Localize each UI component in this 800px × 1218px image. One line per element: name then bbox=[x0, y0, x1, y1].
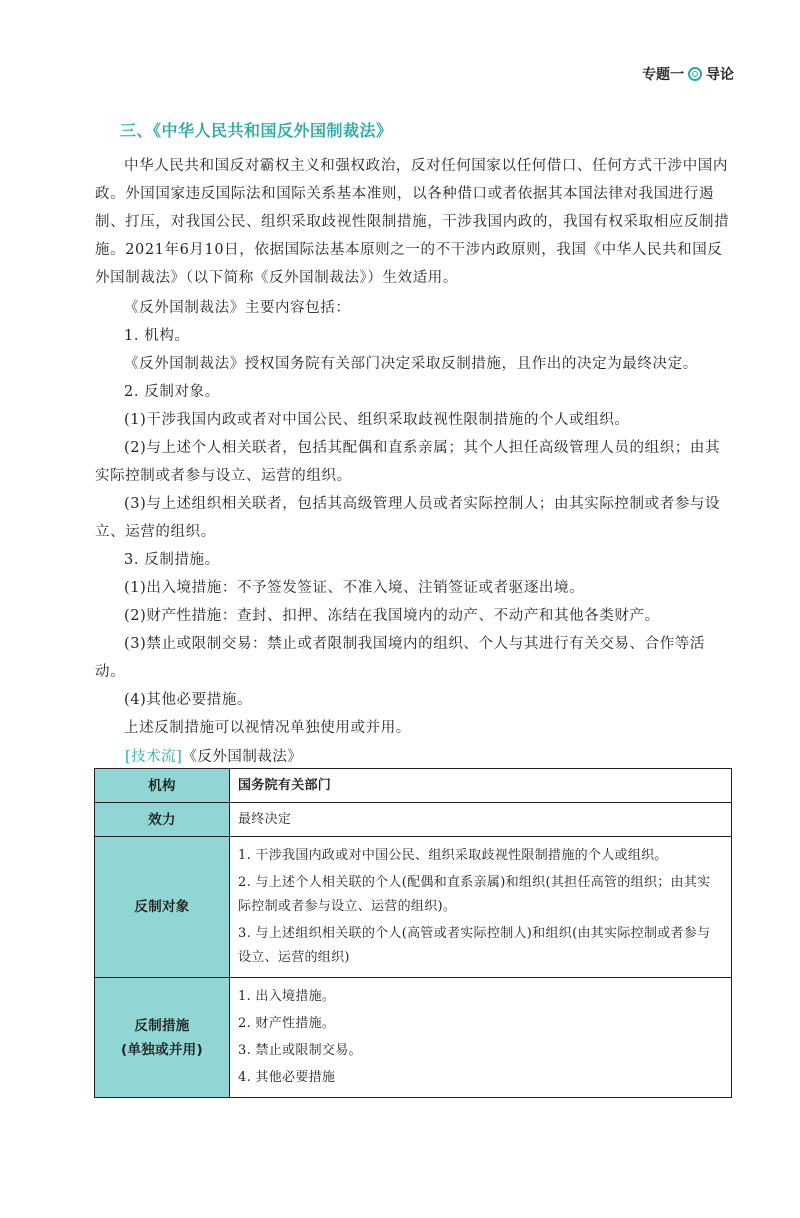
table-row bbox=[95, 769, 732, 803]
paragraph: (3)禁止或限制交易：禁止或者限制我国境内的组织、个人与其进行有关交易、合作等活动。 bbox=[95, 636, 706, 680]
list-item: 3. 禁止或限制交易。 bbox=[238, 1043, 362, 1058]
paragraph: 1. 机构。 bbox=[124, 328, 190, 344]
body-text bbox=[95, 152, 735, 742]
row-values bbox=[230, 978, 732, 1098]
section-title: 三、《中华人民共和国反外国制裁法》 bbox=[120, 121, 393, 140]
list-item: 3. 与上述组织相关联的个人(高管或者实际控制人)和组织(由其实际控制或者参与设立、运营的组织) bbox=[238, 926, 711, 965]
row-label bbox=[95, 978, 230, 1098]
row-label-main: 反制措施 bbox=[134, 1017, 190, 1034]
paragraph: (2)与上述个人相关联者，包括其配偶和直系亲属；其个人担任高级管理人员的组织；由其实际控制或者参与设立、运营的组织。 bbox=[95, 440, 721, 484]
row-label: 机构 bbox=[95, 769, 230, 803]
summary-table bbox=[94, 768, 732, 1098]
list-item: 4. 其他必要措施 bbox=[238, 1070, 336, 1085]
table-row bbox=[95, 837, 732, 978]
row-value: 国务院有关部门 bbox=[230, 769, 732, 803]
list-item: 1. 干涉我国内政或对中国公民、组织采取歧视性限制措施的个人或组织。 bbox=[238, 848, 668, 863]
paragraph: (4)其他必要措施。 bbox=[124, 692, 253, 708]
caption-tag: [技术流] bbox=[125, 749, 183, 765]
row-label: 效力 bbox=[95, 803, 230, 837]
paragraph: 3. 反制措施。 bbox=[124, 552, 220, 568]
caption-title: 《反外国制裁法》 bbox=[182, 749, 303, 765]
paragraph: 《反外国制裁法》主要内容包括： bbox=[124, 300, 351, 316]
paragraph: (1)出入境措施：不予签发签证、不准入境、注销签证或者驱逐出境。 bbox=[124, 580, 585, 596]
section-label: 导论 bbox=[706, 67, 734, 83]
paragraph: (3)与上述组织相关联者，包括其高级管理人员或者实际控制人；由其实际控制或者参与设立、运营的组织。 bbox=[95, 496, 721, 540]
paragraph: (1)干涉我国内政或者对中国公民、组织采取歧视性限制措施的个人或组织。 bbox=[124, 412, 630, 428]
list-item: 2. 与上述个人相关联的个人(配偶和直系亲属)和组织(其担任高管的组织；由其实际控制或者参与设立、运营的组织)。 bbox=[238, 875, 711, 914]
paragraph: 2. 反制对象。 bbox=[124, 384, 220, 400]
row-label-sub: (单独或并用) bbox=[121, 1041, 203, 1058]
page-header bbox=[642, 64, 734, 84]
row-values bbox=[230, 837, 732, 978]
paragraph: 《反外国制裁法》授权国务院有关部门决定采取反制措施，且作出的决定为最终决定。 bbox=[124, 356, 698, 372]
chapter-label: 专题一 bbox=[642, 67, 684, 83]
table-row bbox=[95, 803, 732, 837]
intro-paragraph: 中华人民共和国反对霸权主义和强权政治，反对任何国家以任何借口、任何方式干涉中国内政。外国国家违反国际法和国际关系基本准则，以各种借口或者依据其本国法律对我国进行遏制、打压，对我国公民、组织采取歧视性限制措施，干涉我国内政的，我国有权采取相应反制措施。2021年6月10日，依据国际法基本原则之一的不干涉内政原则，我国《中华人民共和国反外国制裁法》（以下简称《反外国制裁法》）生效适用。 bbox=[95, 158, 730, 286]
row-value: 最终决定 bbox=[230, 803, 732, 837]
table-row bbox=[95, 978, 732, 1098]
table-caption bbox=[125, 745, 302, 766]
paragraph: (2)财产性措施：查封、扣押、冻结在我国境内的动产、不动产和其他各类财产。 bbox=[124, 608, 660, 624]
row-label: 反制对象 bbox=[95, 837, 230, 978]
list-item: 2. 财产性措施。 bbox=[238, 1016, 336, 1031]
double-circle-icon bbox=[688, 67, 702, 81]
list-item: 1. 出入境措施。 bbox=[238, 989, 336, 1004]
paragraph: 上述反制措施可以视情况单独使用或并用。 bbox=[124, 720, 411, 736]
